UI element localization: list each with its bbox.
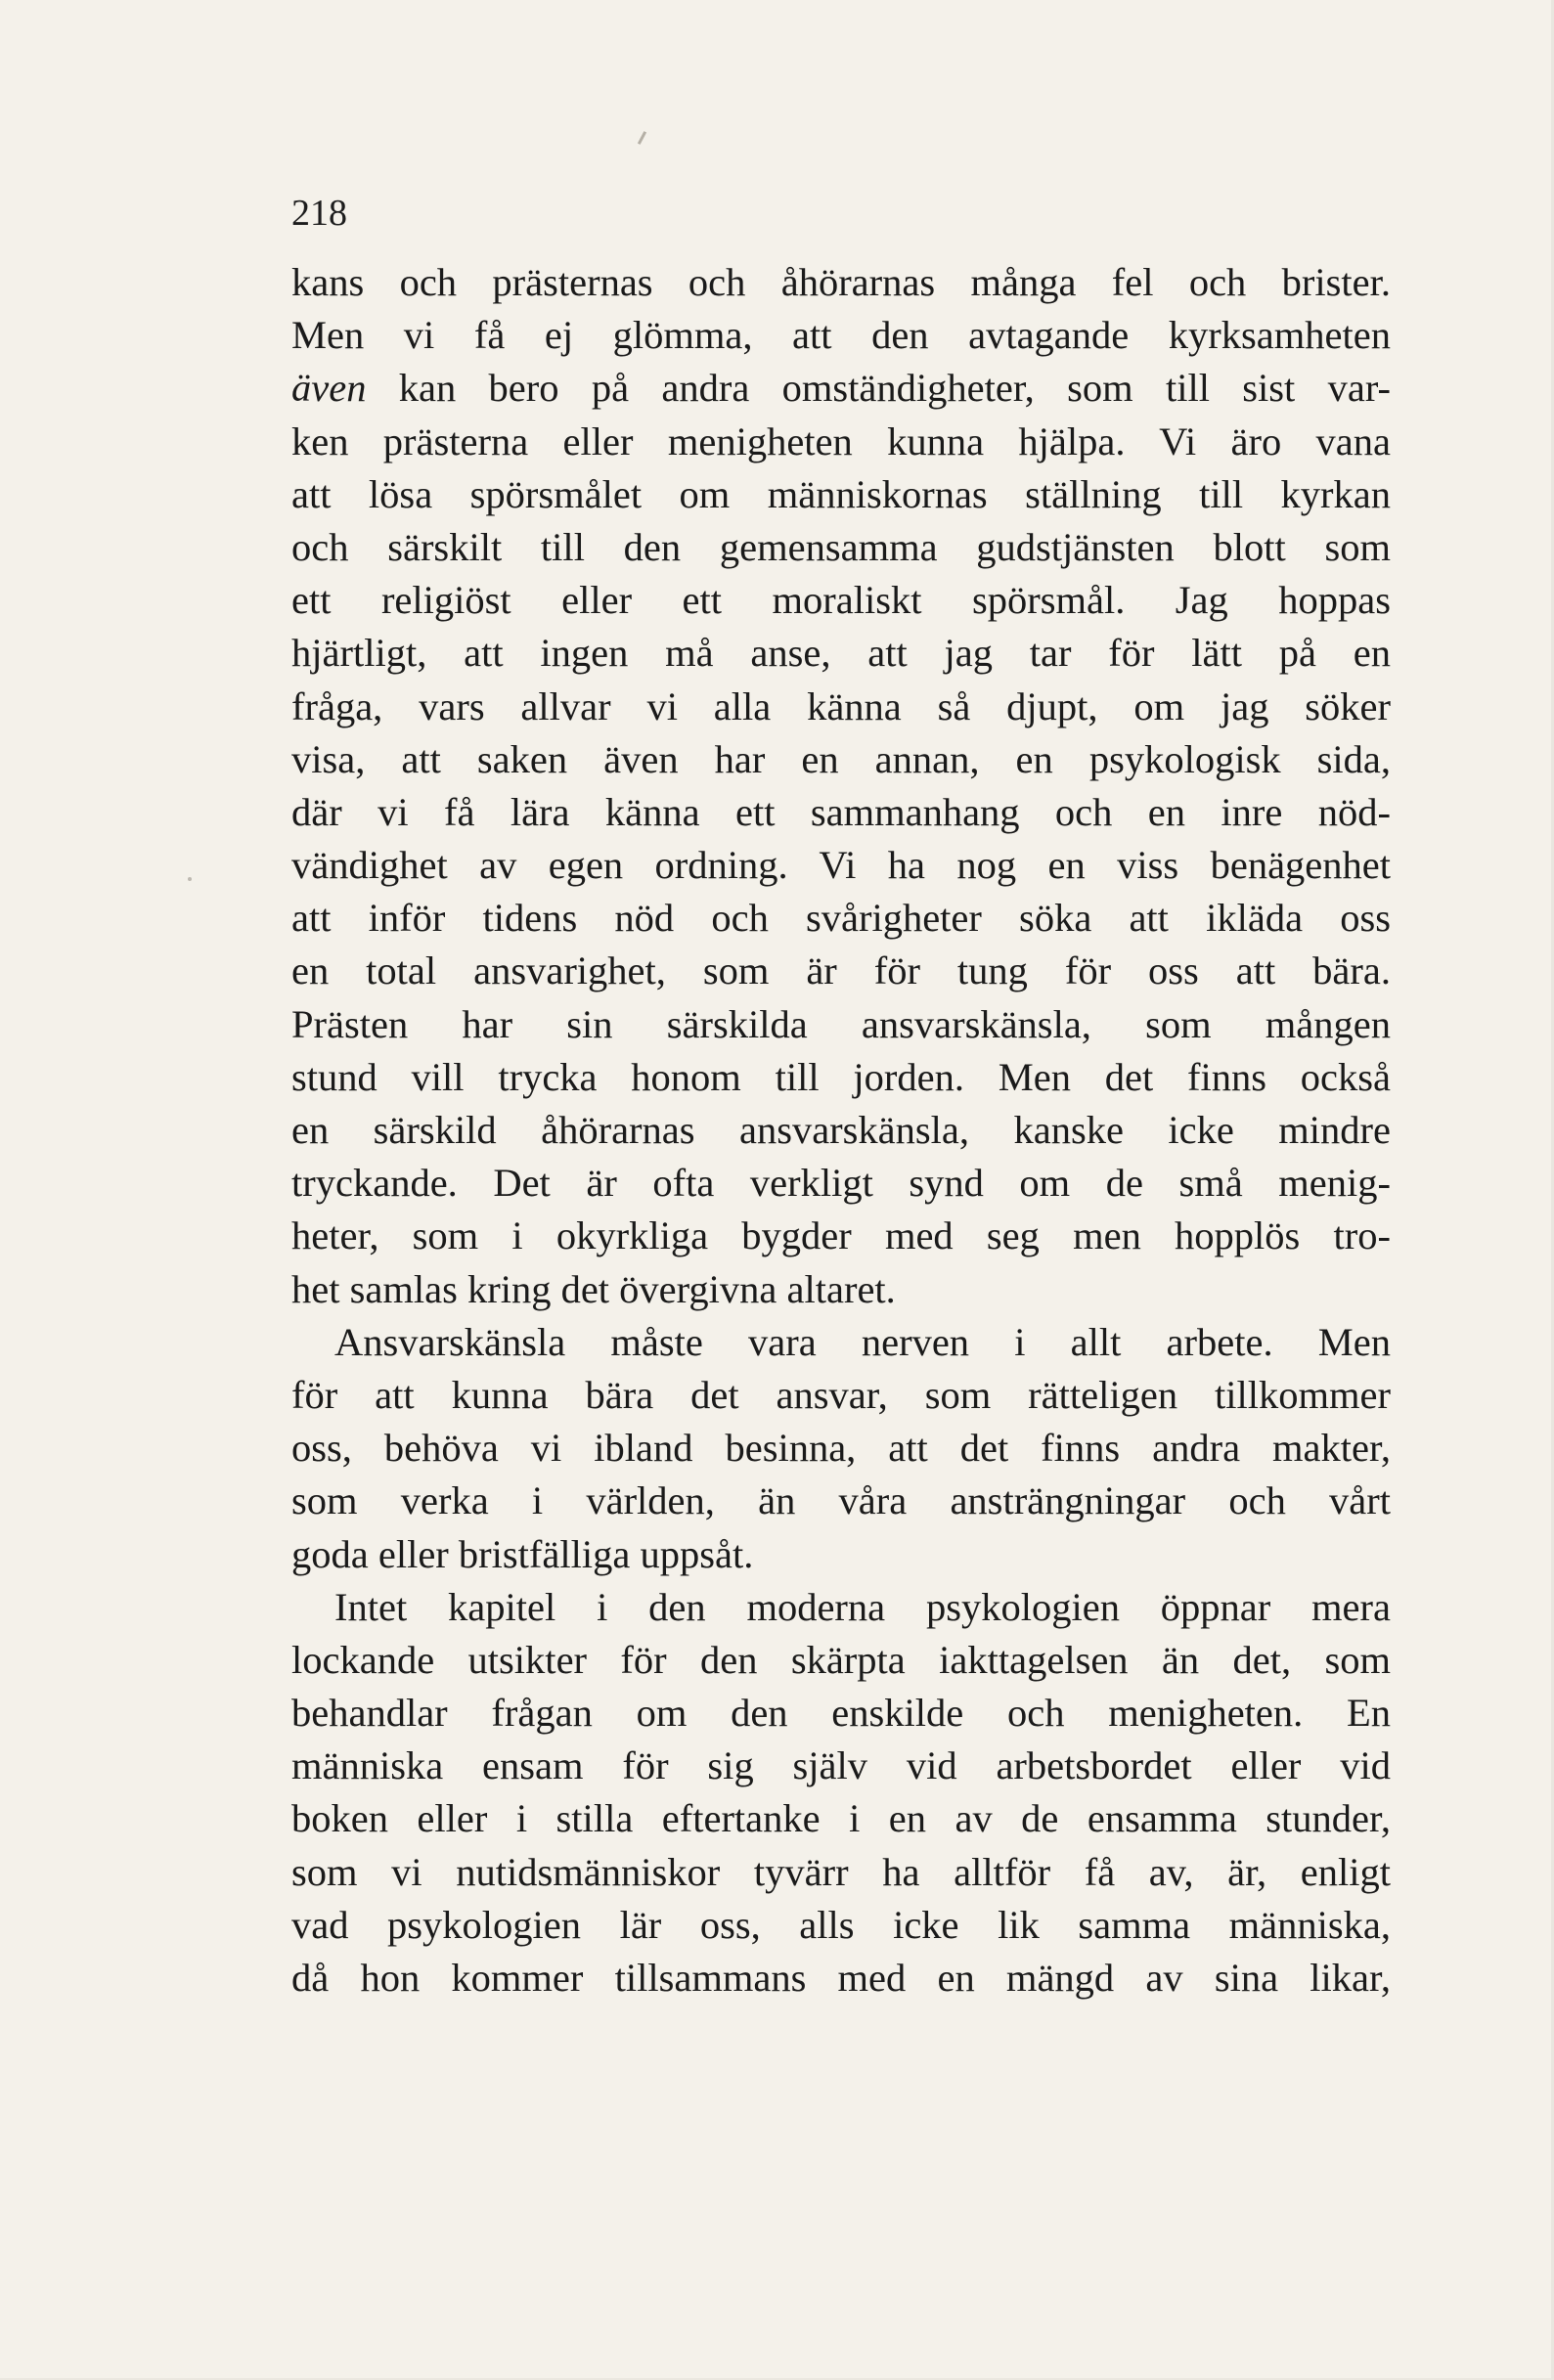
text-line: och särskilt till den gemensamma gudstjänsten blott som — [291, 524, 1391, 569]
text-line: goda eller bristfälliga uppsåt. — [291, 1531, 754, 1576]
body-text — [291, 256, 1391, 2005]
text-line: behandlar frågan om den enskilde och menigheten. En — [291, 1691, 1391, 1736]
text-line: vändighet av egen ordning. Vi ha nog en viss benägenhet — [291, 843, 1391, 888]
text-line: oss, behöva vi ibland besinna, att det finns andra makter, — [291, 1426, 1391, 1471]
text-line: kans och prästernas och åhörarnas många fel och brister. — [291, 260, 1391, 304]
text-line: som vi nutidsmänniskor tyvärr ha alltför få av, är, enligt — [291, 1849, 1391, 1894]
text-line — [291, 362, 1391, 415]
page-number: 218 — [291, 193, 347, 234]
ink-dot — [188, 877, 192, 881]
text-line: Ansvarskänsla måste vara nerven i allt arbete. Men — [334, 1319, 1391, 1364]
text-line: boken eller i stilla eftertanke i en av de ensamma stunder, — [291, 1796, 1391, 1841]
text-line: fråga, vars allvar vi alla känna så djupt, om jag söker — [291, 683, 1391, 728]
text-line: visa, att saken även har en annan, en psykologisk sida, — [291, 736, 1391, 781]
text-line: en särskild åhörarnas ansvarskänsla, kanske icke mindre — [291, 1108, 1391, 1152]
text-line: där vi få lära känna ett sammanhang och en inre nöd- — [291, 789, 1391, 834]
italic-word: även — [291, 366, 367, 411]
text-line: Intet kapitel i den moderna psykologien öppnar mera — [334, 1584, 1391, 1629]
text-line: som verka i världen, än våra ansträngningar och vårt — [291, 1478, 1391, 1523]
text-line: ken prästerna eller menigheten kunna hjälpa. Vi äro vana — [291, 419, 1391, 463]
text-line: Prästen har sin särskilda ansvarskänsla, som mången — [291, 1001, 1391, 1046]
text-line: att lösa spörsmålet om människornas ställning till kyrkan — [291, 471, 1391, 516]
text-line: människa ensam för sig själv vid arbetsbordet eller vid — [291, 1743, 1391, 1788]
text-line: hjärtligt, att ingen må anse, att jag tar för lätt på en — [291, 631, 1391, 676]
text-line: ett religiöst eller ett moraliskt spörsmål. Jag hoppas — [291, 578, 1391, 623]
text-line: att inför tidens nöd och svårigheter söka att ikläda oss — [291, 896, 1391, 941]
text-line: het samlas kring det övergivna altaret. — [291, 1266, 896, 1311]
text-line: Men vi få ej glömma, att den avtagande kyrksamheten — [291, 313, 1391, 358]
text-line-rest: kan bero på andra omständigheter, som till sist var- — [366, 366, 1391, 411]
text-line: tryckande. Det är ofta verkligt synd om de små menig- — [291, 1161, 1391, 1206]
ink-mark — [638, 131, 646, 145]
text-line: då hon kommer tillsammans med en mängd av sina likar, — [291, 1956, 1391, 2000]
text-line: för att kunna bära det ansvar, som rätteligen tillkommer — [291, 1372, 1391, 1417]
text-line: vad psykologien lär oss, alls icke lik samma människa, — [291, 1902, 1391, 1947]
text-line: en total ansvarighet, som är för tung för oss att bära. — [291, 948, 1391, 993]
text-line: stund vill trycka honom till jorden. Men det finns också — [291, 1054, 1391, 1099]
text-line: lockande utsikter för den skärpta iakttagelsen än det, som — [291, 1637, 1391, 1682]
text-line: heter, som i okyrkliga bygder med seg men hopplös tro- — [291, 1213, 1391, 1258]
